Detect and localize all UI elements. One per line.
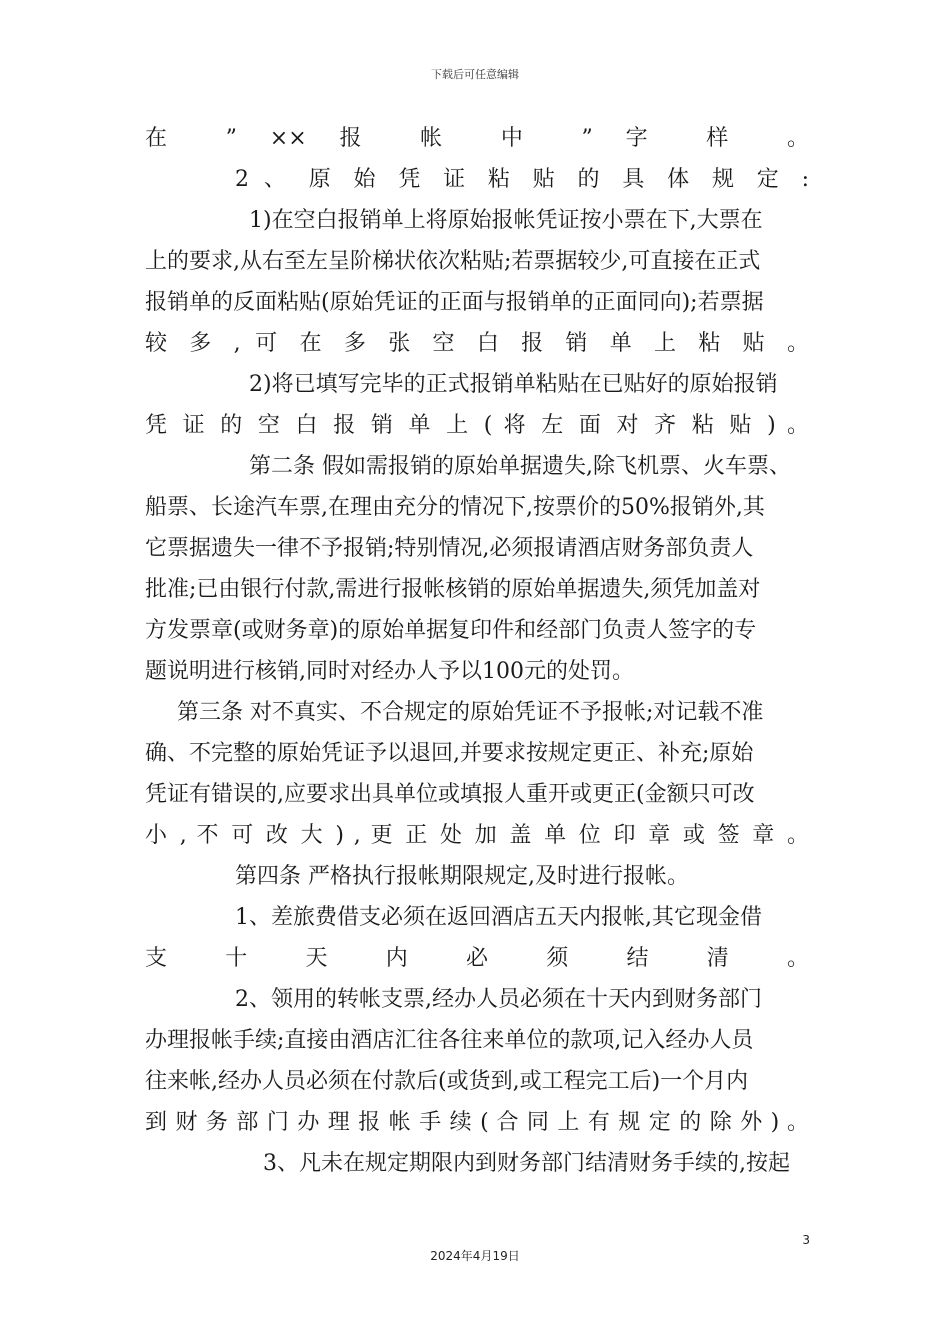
text-line: 2、领用的转帐支票,经办人员必须在十天内到财务部门 <box>235 987 762 1012</box>
text-line: 3、凡未在规定期限内到财务部门结清财务手续的,按起 <box>263 1151 790 1176</box>
text-line: 它票据遗失一律不予报销;特别情况,必须报请酒店财务部负责人 <box>145 536 754 561</box>
text-line: 2 、 原 始 凭 证 粘 贴 的 具 体 规 定 : <box>235 167 809 192</box>
document-body <box>145 118 809 1184</box>
page-header: 下载后可任意编辑 <box>431 68 519 81</box>
text-line: 支 十 天 内 必 须 结 清 。 <box>145 946 809 971</box>
text-line: 凭 证 的 空 白 报 销 单 上 ( 将 左 面 对 齐 粘 贴 ) 。 <box>145 413 809 438</box>
footer-date: 2024年4月19日 <box>430 1249 520 1263</box>
text-line: 船票、长途汽车票,在理由充分的情况下,按票价的50%报销外,其 <box>145 495 765 520</box>
text-line: 确、不完整的原始凭证予以退回,并要求按规定更正、补充;原始 <box>145 741 754 766</box>
text-line: 第四条 严格执行报帐期限规定,及时进行报帐。 <box>235 864 689 889</box>
text-line: 第二条 假如需报销的原始单据遗失,除飞机票、火车票、 <box>249 454 791 479</box>
text-line: 到 财 务 部 门 办 理 报 帐 手 续 ( 合 同 上 有 规 定 的 除 外 ) 。 <box>145 1110 809 1135</box>
text-line: 1)在空白报销单上将原始报帐凭证按小票在下,大票在 <box>249 208 763 233</box>
text-line: 报销单的反面粘贴(原始凭证的正面与报销单的正面同向);若票据 <box>145 290 764 315</box>
text-line: 第三条 对不真实、不合规定的原始凭证不予报帐;对记载不准 <box>177 700 764 725</box>
text-line: 小 , 不 可 改 大 ) , 更 正 处 加 盖 单 位 印 章 或 签 章 。 <box>145 823 809 848</box>
text-line: 在 ” ×× 报 帐 中 ” 字 样 。 <box>145 126 809 151</box>
text-line: 往来帐,经办人员必须在付款后(或货到,或工程完工后)一个月内 <box>145 1069 749 1094</box>
text-line: 凭证有错误的,应要求出具单位或填报人重开或更正(金额只可改 <box>145 782 755 807</box>
text-line: 题说明进行核销,同时对经办人予以100元的处罚。 <box>145 659 634 684</box>
page-number: 3 <box>802 1233 810 1247</box>
text-line: 办理报帐手续;直接由酒店汇往各往来单位的款项,记入经办人员 <box>145 1028 754 1053</box>
text-line: 上的要求,从右至左呈阶梯状依次粘贴;若票据较少,可直接在正式 <box>145 249 761 274</box>
text-line: 批准;已由银行付款,需进行报帐核销的原始单据遗失,须凭加盖对 <box>145 577 761 602</box>
text-line: 1、差旅费借支必须在返回酒店五天内报帐,其它现金借 <box>235 905 762 930</box>
text-line: 方发票章(或财务章)的原始单据复印件和经部门负责人签字的专 <box>145 618 757 643</box>
text-line: 2)将已填写完毕的正式报销单粘贴在已贴好的原始报销 <box>249 372 778 397</box>
text-line: 较 多 , 可 在 多 张 空 白 报 销 单 上 粘 贴 。 <box>145 331 809 356</box>
